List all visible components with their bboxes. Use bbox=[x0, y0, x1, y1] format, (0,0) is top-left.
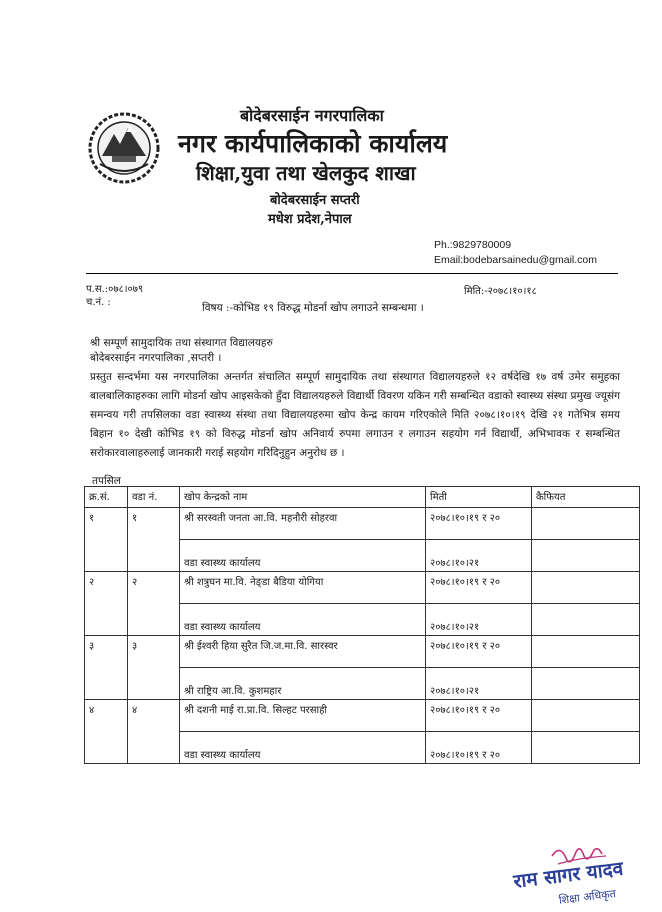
table-row bbox=[85, 508, 640, 540]
row-remarks bbox=[532, 540, 640, 572]
recipient-line-2: बोदेबरसाईन नगरपालिका ,सप्तरी । bbox=[90, 352, 222, 364]
phone-number: Ph.:9829780009 bbox=[434, 239, 512, 251]
municipality-name: बोदेबरसाईन नगरपालिका bbox=[240, 106, 384, 125]
header-remarks: कैफियत bbox=[532, 487, 640, 508]
row-ward: १ bbox=[128, 508, 180, 572]
header-divider bbox=[86, 273, 618, 274]
row-remarks bbox=[532, 604, 640, 636]
row-center: वडा स्वास्थ्य कार्यालय bbox=[180, 604, 426, 636]
office-title: नगर कार्यपालिकाको कार्यालय bbox=[178, 129, 448, 158]
row-date: २०७८।१०।१९ र २० bbox=[426, 508, 532, 540]
row-remarks bbox=[532, 508, 640, 540]
dispatch-number: च.नं. : bbox=[86, 297, 111, 308]
row-date: २०७८।१०।१९ र २० bbox=[426, 732, 532, 764]
signatory-title: शिक्षा अधिकृत bbox=[558, 887, 617, 907]
email-address: Email:bodebarsainedu@gmail.com bbox=[434, 254, 597, 266]
row-ward: २ bbox=[128, 572, 180, 636]
row-remarks bbox=[532, 636, 640, 668]
row-center: श्री सरस्वती जनता आ.वि. महनौरी सोहरवा bbox=[180, 508, 426, 540]
row-date: २०७८।१०।२१ bbox=[426, 604, 532, 636]
row-date: २०७८।१०।१९ र २० bbox=[426, 700, 532, 732]
header-date: मिती bbox=[426, 487, 532, 508]
row-center: श्री राष्ट्रिय आ.वि. कुशमहार bbox=[180, 668, 426, 700]
letter-date: मिति:-२०७८।१०।१८ bbox=[464, 286, 537, 297]
row-serial: ४ bbox=[85, 700, 128, 764]
row-center: वडा स्वास्थ्य कार्यालय bbox=[180, 732, 426, 764]
row-center: वडा स्वास्थ्य कार्यालय bbox=[180, 540, 426, 572]
table-header-row bbox=[85, 487, 640, 508]
row-remarks bbox=[532, 732, 640, 764]
row-ward: ४ bbox=[128, 700, 180, 764]
row-center: श्री शत्रुघन मा.वि. नेङ्डा बैडिया योगिया bbox=[180, 572, 426, 604]
schedule-label: तपसिल bbox=[92, 475, 121, 487]
signatory-name: राम सागर यादव bbox=[512, 857, 625, 893]
vaccination-schedule-table bbox=[84, 486, 640, 764]
row-serial: २ bbox=[85, 572, 128, 636]
header-ward: वडा नं. bbox=[128, 487, 180, 508]
letter-subject: विषय :-कोभिड १९ विरुद्ध मोडर्ना खोप लगाउने सम्बन्धमा । bbox=[202, 302, 424, 314]
row-date: २०७८।१०।१९ र २० bbox=[426, 636, 532, 668]
header-center: खोप केन्द्रको नाम bbox=[180, 487, 426, 508]
header-serial: क्र.सं. bbox=[85, 487, 128, 508]
office-address: बोदेबरसाईन सप्तरी bbox=[270, 193, 360, 208]
government-emblem-logo bbox=[86, 110, 162, 186]
row-serial: १ bbox=[85, 508, 128, 572]
row-date: २०७८।१०।१९ र २० bbox=[426, 572, 532, 604]
table-row bbox=[85, 636, 640, 668]
row-date: २०७८।१०।२१ bbox=[426, 540, 532, 572]
letter-body: प्रस्तुत सन्दर्भमा यस नगरपालिका अन्तर्गत संचालित सम्पूर्ण सामुदायिक तथा संस्थागत विद्यालयहरुले १२ वर्षदेखि १७ वर्ष उमेर समुहका बालबालिकाहरुका लागि मोडर्ना खोप आइसकेको हुँदा विद्यालयहरुले विद्यार्थी विवरण यकिन गरी सम्बन्धित वडाको स्वास्थ्य संस्था प्रमुख ज्यूसंग समन्वय गरी तपसिलका वडा स्वास्थ्य संस्था तथा विद्यालयहरुमा खोप केन्द्र कायम गरिएकोले मिति २०७८।१०।१९ देखि २१ गतेभित्र समय बिहान १० देखी कोभिड १९ को विरुद्ध मोडर्ना खोप अनिवार्य रुपमा लगाउन र लगाउन सहयोग गर्न विद्यार्थी, अभिभावक र सम्बन्धित सरोकारवालाहरुलाई जानकारी गराई सहयोग गरिदिनुहुन अनुरोध छ । bbox=[90, 371, 620, 459]
letter-number: प.स.:०७८।०७९ bbox=[86, 284, 144, 295]
row-center: श्री दशनी माई रा.प्रा.वि. सिल्हट परसाही bbox=[180, 700, 426, 732]
row-ward: ३ bbox=[128, 636, 180, 700]
row-center: श्री ईश्वरी हिया सुरैत जि.ज.मा.वि. सारस्वर bbox=[180, 636, 426, 668]
branch-title: शिक्षा,युवा तथा खेलकुद शाखा bbox=[196, 161, 416, 185]
row-remarks bbox=[532, 572, 640, 604]
recipient-line-1: श्री सम्पूर्ण सामुदायिक तथा संस्थागत विद्यालयहरु bbox=[90, 337, 273, 349]
row-remarks bbox=[532, 668, 640, 700]
row-date: २०७८।१०।२१ bbox=[426, 668, 532, 700]
row-remarks bbox=[532, 700, 640, 732]
contact-block bbox=[434, 238, 597, 268]
table-row bbox=[85, 572, 640, 604]
table-row bbox=[85, 700, 640, 732]
row-serial: ३ bbox=[85, 636, 128, 700]
province-line: मधेश प्रदेश,नेपाल bbox=[268, 212, 352, 227]
